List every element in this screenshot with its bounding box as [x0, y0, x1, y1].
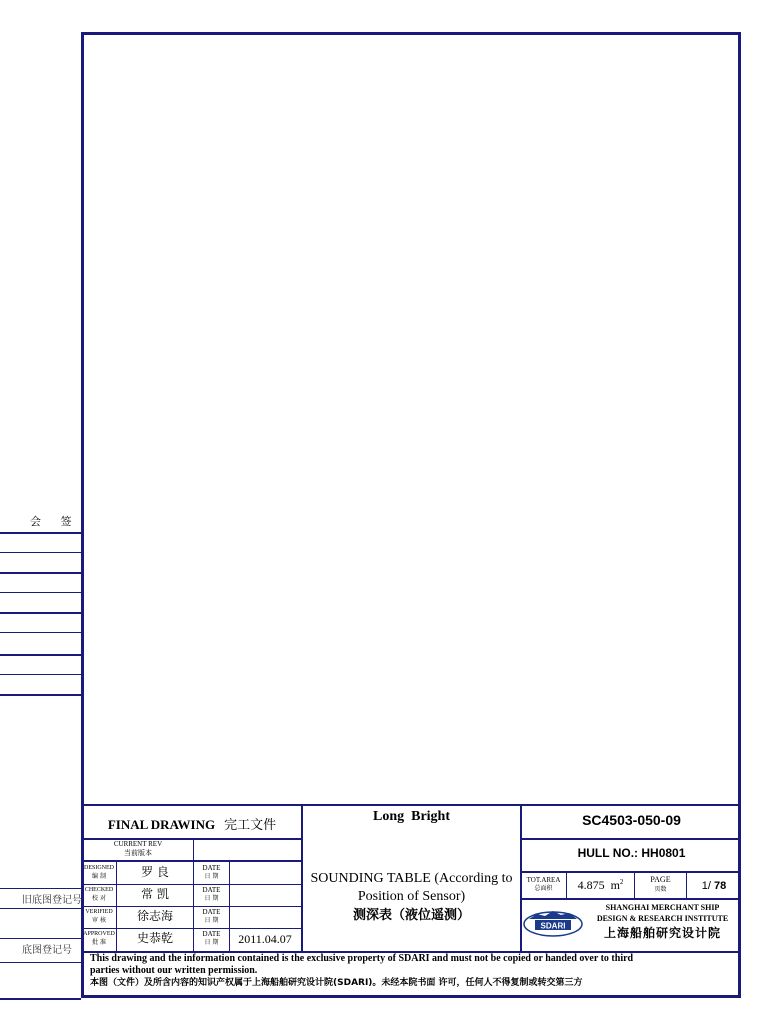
- checker-name: 常 凯: [141, 887, 169, 901]
- institute-name-cn: 上海船舶研究设计院: [603, 926, 721, 940]
- page-number: 1/ 78: [701, 880, 727, 892]
- current-rev-cn: 当前版本: [124, 849, 152, 857]
- notice-en-2: parties without our written permission.: [90, 965, 258, 976]
- drawing-title-en-1: SOUNDING TABLE (According to: [310, 871, 513, 886]
- notice-cn: 本图（文件）及所含内容的知识产权属于上海船舶研究设计院(SDARI)。未经本院书面 许可，任何人不得复制或转交第三方: [90, 978, 583, 988]
- page-label-en: PAGE: [650, 875, 671, 884]
- verifier-name: 徐志海: [136, 909, 173, 923]
- drawing-number: SC4503-050-09: [582, 812, 681, 828]
- title-block-top: [81, 804, 741, 806]
- page-label-cn: 页数: [654, 886, 667, 893]
- tot-area-label-cn: 总面积: [534, 885, 553, 892]
- tot-area-value: 4.875 $m^2$: [577, 878, 624, 892]
- logo-text: SDARI: [540, 921, 566, 931]
- project-name: Long Bright: [372, 809, 450, 824]
- notice-en-1: This drawing and the information contained is the exclusive property of SDARI and must not be copied or handed over to third: [90, 953, 634, 964]
- sdari-logo: [523, 905, 583, 939]
- institute-name-en-2: DESIGN & RESEARCH INSTITUTE: [596, 914, 729, 923]
- approval-date: 2011.04.07: [238, 932, 292, 946]
- designer-name: 罗 良: [141, 865, 169, 879]
- tot-area-label-en: TOT.AREA: [526, 876, 561, 884]
- countersign-label: 会 签: [30, 515, 80, 528]
- approver-name: 史恭乾: [136, 931, 173, 945]
- old-drawing-reg-label: 旧底图登记号: [22, 895, 82, 906]
- current-rev-en: CURRENT REV: [113, 840, 163, 848]
- drawing-title-en-2: Position of Sensor): [357, 889, 466, 904]
- countersign-block: [0, 510, 81, 700]
- final-drawing-label: FINAL DRAWING 完工文件: [107, 817, 277, 833]
- drawing-title-cn: 测深表（液位遥测）: [352, 908, 470, 923]
- base-drawing-reg-label: 底图登记号: [22, 945, 72, 956]
- institute-name-en-1: SHANGHAI MERCHANT SHIP: [605, 903, 720, 912]
- hull-number: HULL NO.: HH0801: [577, 846, 686, 860]
